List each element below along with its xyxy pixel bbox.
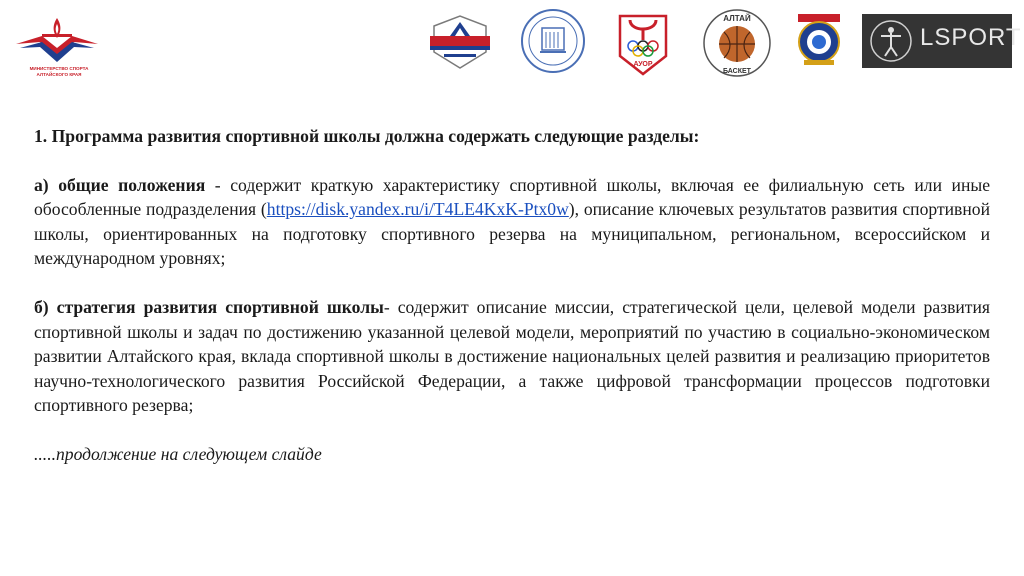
yandex-disk-link[interactable]: https://disk.yandex.ru/i/T4LE4KxK-Ptx0w <box>266 199 569 220</box>
seal-icon <box>520 8 586 74</box>
badge-icon <box>794 12 844 68</box>
lsport-label: LSPORT <box>920 24 1022 51</box>
section-b-text: - содержит описание миссии, стратегической цели, целевой модели развития спортивной школы и задач по достижению указанной целевой модели, мероприятий по участию в социально-экономическом развитии Алтайского края, вклада спортивной школы в достижение национальных целей развития и реализацию приоритетов научно-технологического развития Российской Федерации, а также цифровой трансформации процессов подготовки спортивного резерва; <box>34 296 991 416</box>
ministry-caption: МИНИСТЕРСТВО СПОРТА АЛТАЙСКОГО КРАЯ <box>29 66 89 77</box>
athlete-icon <box>864 14 918 68</box>
auor-label: АУОР <box>633 61 653 68</box>
section-a-text-2: ), описание ключевых результатов развития спортивной школы, ориентированных на подготовку спортивного резерва на муниципальном, региональном, всероссийском и международном уровнях; <box>34 199 990 269</box>
continuation-note: .....продолжение на следующем слайде <box>34 443 322 464</box>
section-a-paragraph <box>34 173 990 271</box>
shield-icon <box>428 12 492 72</box>
altai-basket-logo <box>702 8 772 83</box>
sport-school-shield-logo <box>428 12 492 77</box>
lsport-logo <box>862 14 1022 68</box>
basket-bottom-label: БАСКЕТ <box>723 68 751 75</box>
blue-badge-logo <box>794 12 844 73</box>
basket-top-label: АЛТАЙ <box>723 14 751 23</box>
section-a-text-1: - содержит краткую характеристику спортивной школы, включая ее филиальную сеть или иные обособленные подразделения ( <box>34 174 991 220</box>
slide-content <box>34 124 990 467</box>
basketball-icon <box>702 8 772 78</box>
ministry-emblem-icon <box>12 14 102 68</box>
ministry-of-sport-logo <box>12 14 102 82</box>
university-seal-logo <box>520 8 586 79</box>
section-a-title: а) общие положения <box>34 174 206 195</box>
slide-heading: 1. Программа развития спортивной школы должна содержать следующие разделы: <box>34 126 700 146</box>
auor-logo <box>614 10 672 83</box>
section-b-title: б) стратегия развития спортивной школы <box>34 296 384 317</box>
olympic-rings-icon <box>614 10 672 78</box>
section-b-paragraph <box>34 295 990 418</box>
